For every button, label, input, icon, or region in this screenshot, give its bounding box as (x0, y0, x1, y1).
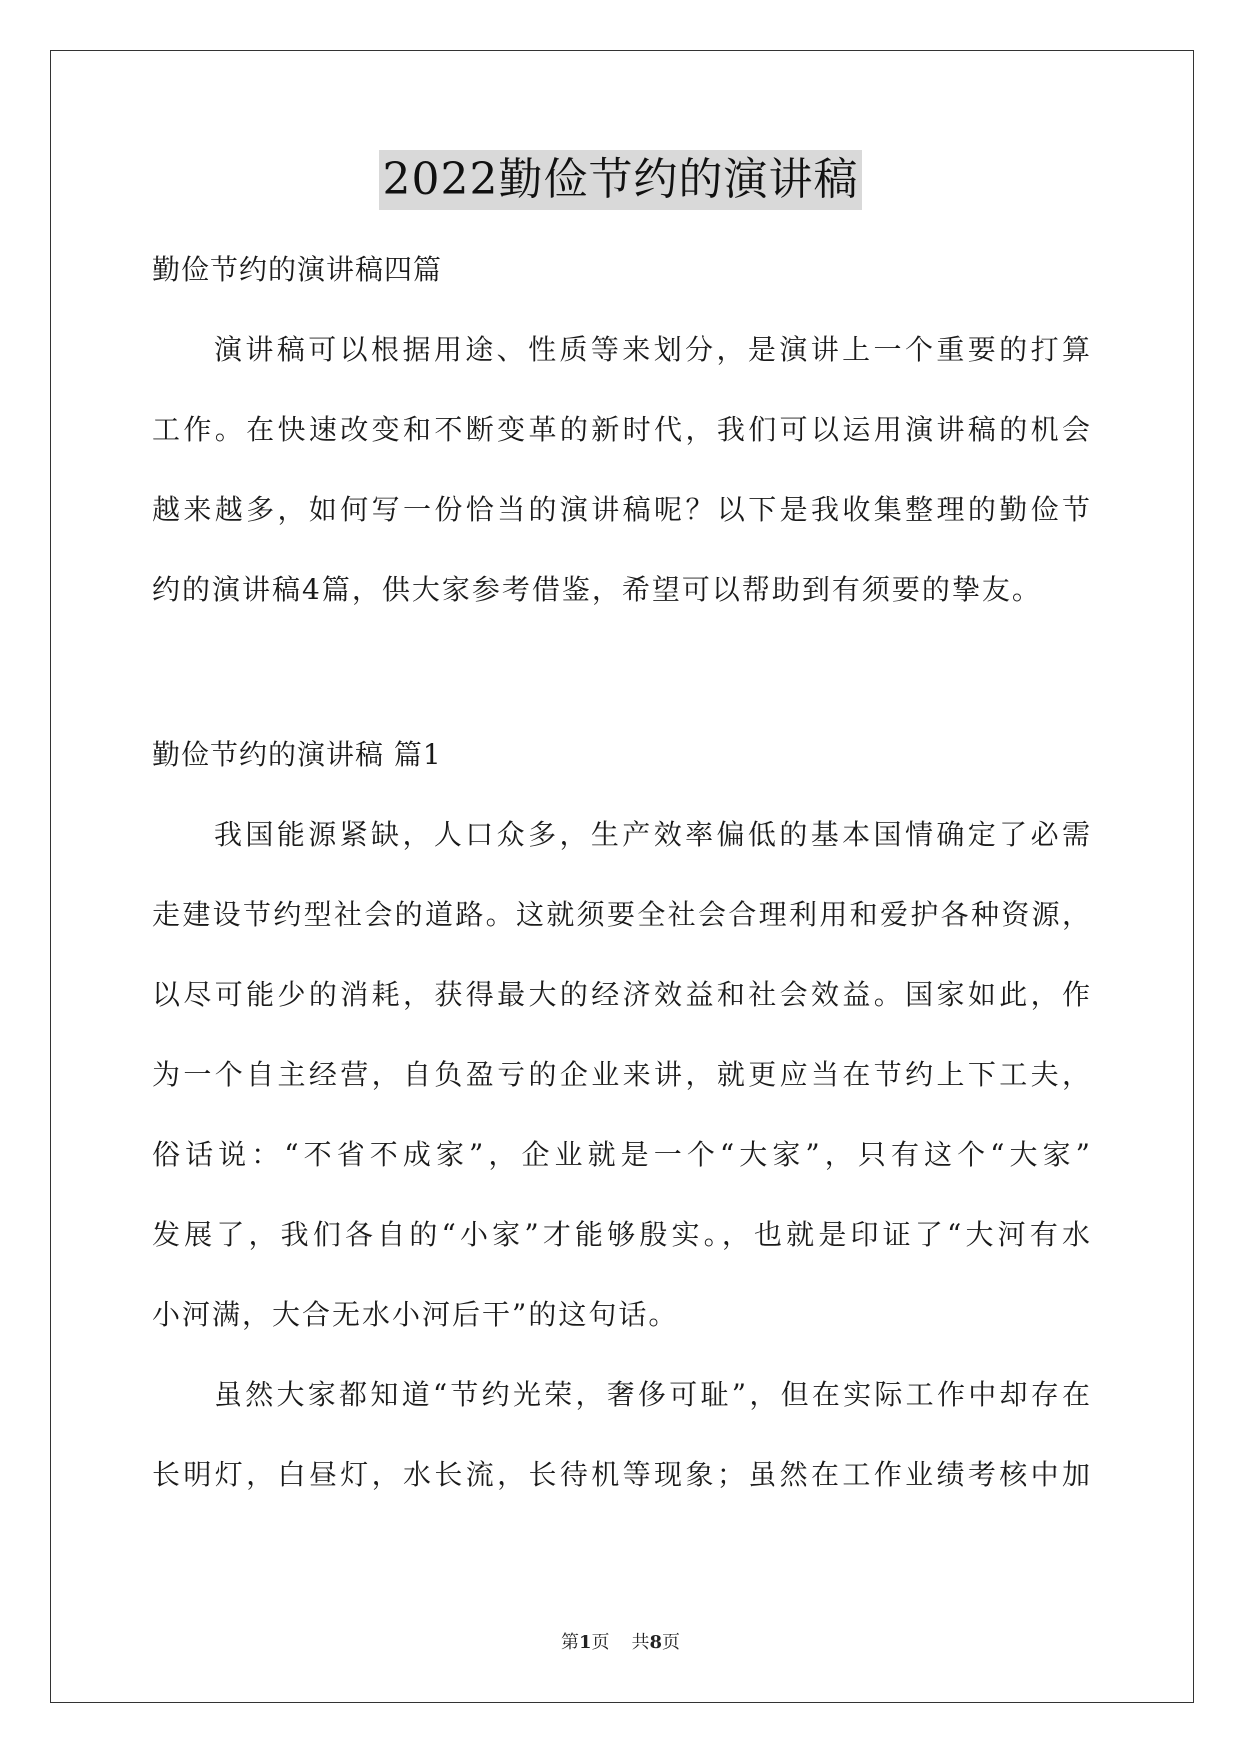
paragraph-line: 走建设节约型社会的道路。这就须要全社会合理利用和爱护各种资源， (152, 898, 1092, 931)
paragraph-line: 发展了，我们各自的“小家”才能够殷实。，也就是印证了“大河有水 (152, 1218, 1092, 1251)
paragraph-line: 为一个自主经营，自负盈亏的企业来讲，就更应当在节约上下工夫， (152, 1058, 1092, 1091)
paragraph-line: 以尽可能少的消耗，获得最大的经济效益和社会效益。国家如此，作 (152, 978, 1092, 1011)
section-gap (152, 630, 1092, 715)
document-body (152, 230, 1092, 1515)
paragraph-line: 俗话说：“不省不成家”，企业就是一个“大家”，只有这个“大家” (152, 1138, 1092, 1171)
paragraph-line: 长明灯，白昼灯，水长流，长待机等现象；虽然在工作业绩考核中加 (152, 1458, 1092, 1491)
intro-line: 约的演讲稿4篇，供大家参考借鉴，希望可以帮助到有须要的挚友。 (152, 573, 1042, 606)
page-footer (0, 1628, 1241, 1654)
document-subtitle: 勤俭节约的演讲稿四篇 (152, 253, 443, 286)
document-title: 2022勤俭节约的演讲稿 (379, 150, 863, 210)
paragraph-line: 虽然大家都知道“节约光荣，奢侈可耻”，但在实际工作中却存在 (214, 1378, 1092, 1411)
title-container (0, 150, 1241, 210)
intro-line: 越来越多，如何写一份恰当的演讲稿呢？以下是我收集整理的勤俭节 (152, 493, 1092, 526)
footer-prefix: 第 (560, 1632, 579, 1653)
section-heading: 勤俭节约的演讲稿 篇1 (152, 738, 442, 771)
total-page-count: 8 (649, 1632, 663, 1653)
footer-total-unit: 页 (662, 1632, 681, 1653)
footer-total-prefix: 共 (631, 1632, 650, 1653)
current-page-number: 1 (578, 1632, 592, 1653)
paragraph-line: 小河满，大合无水小河后干”的这句话。 (152, 1298, 679, 1331)
paragraph-line: 我国能源紧缺，人口众多，生产效率偏低的基本国情确定了必需 (214, 818, 1092, 851)
intro-line: 工作。在快速改变和不断变革的新时代，我们可以运用演讲稿的机会 (152, 413, 1092, 446)
footer-page-unit: 页 (591, 1632, 610, 1653)
intro-line: 演讲稿可以根据用途、性质等来划分，是演讲上一个重要的打算 (214, 333, 1092, 366)
